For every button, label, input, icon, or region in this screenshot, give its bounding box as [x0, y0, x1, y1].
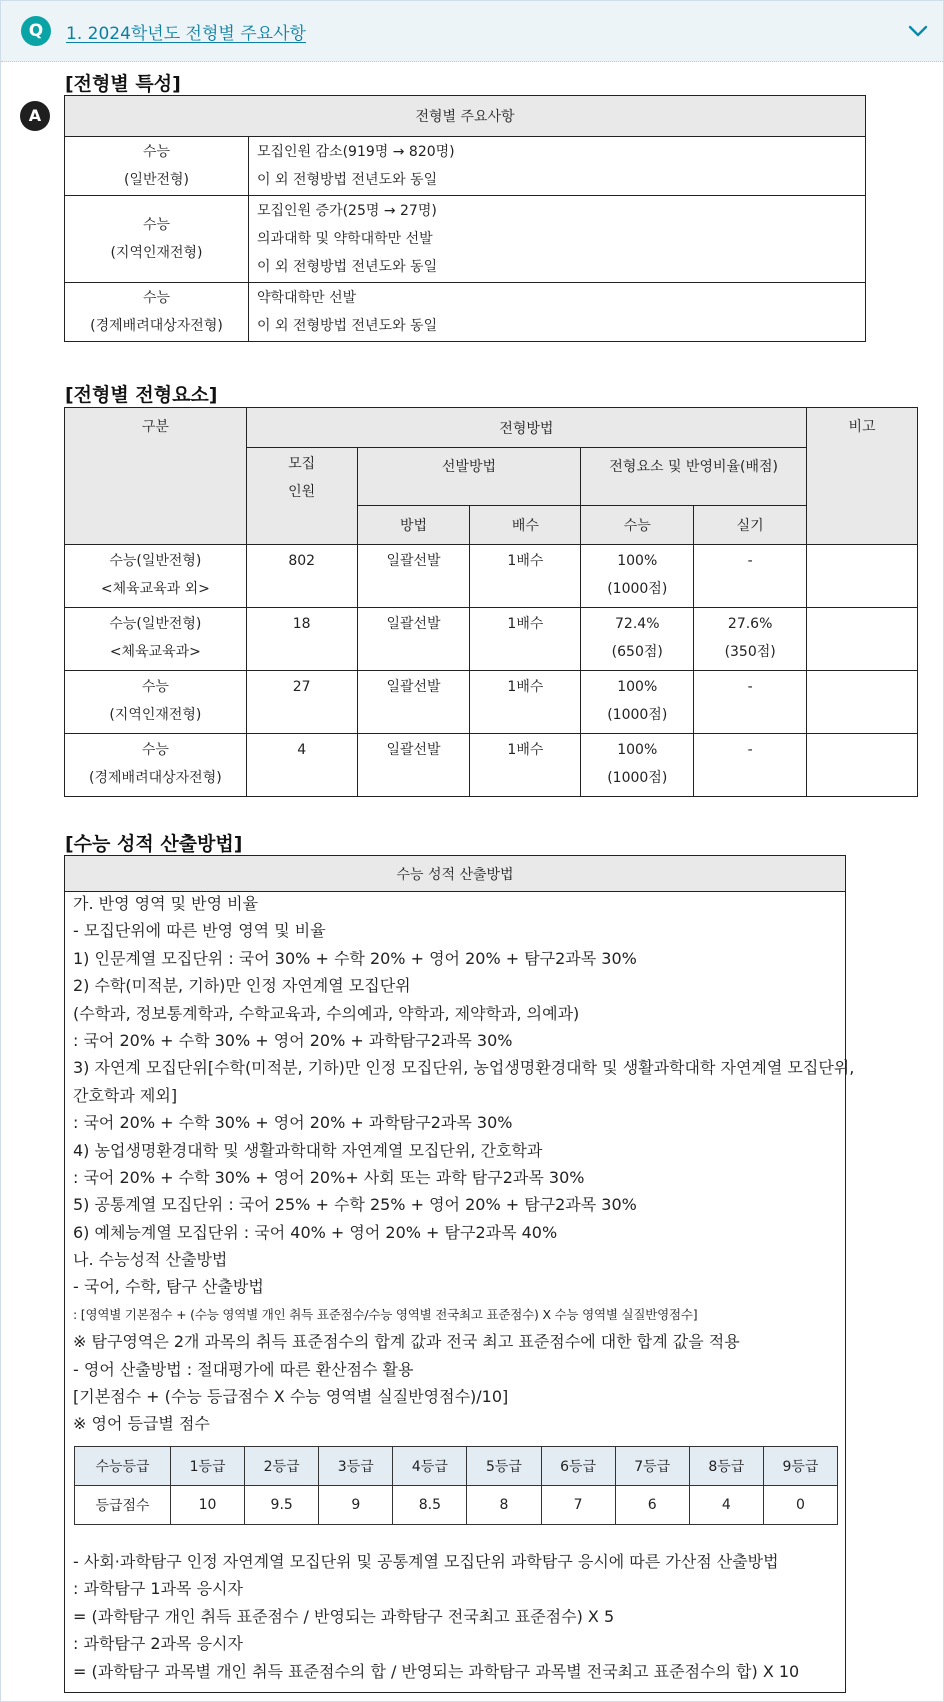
selection-way-value: 일괄선발: [386, 616, 441, 632]
selection-multiple-value: 1배수: [507, 553, 544, 569]
calculation-body: [64, 890, 855, 1693]
calc-line: [기본점수 + (수능 등급점수 X 수능 영역별 실질반영점수)/10]: [73, 1387, 509, 1407]
question-bar[interactable]: [1, 1, 943, 62]
selection-way: [357, 734, 470, 797]
selection-multiple-value: 1배수: [507, 616, 544, 632]
calc-line: : 과학탐구 2과목 응시자: [73, 1634, 243, 1654]
detail-line: 이 외 전형방법 전년도와 동일: [257, 318, 438, 334]
table-title: 수능 성적 산출방법: [65, 856, 846, 892]
header-selection: 선발방법: [357, 448, 581, 506]
header-recruit: [246, 448, 357, 545]
row-name-line: (경제배려대상자전형): [89, 770, 222, 786]
table-row: [65, 545, 918, 608]
note-cell: [807, 545, 918, 608]
row-name-line: 수능: [141, 679, 169, 695]
calc-line: : 국어 20% + 수학 30% + 영어 20%+ 사회 또는 과학 탐구2과목 30%: [73, 1167, 585, 1187]
calculation-lines: [73, 890, 855, 1438]
detail-line: 약학대학만 선발: [257, 290, 357, 306]
section-heading-characteristics: [전형별 특성]: [65, 73, 181, 95]
row-name: [65, 608, 247, 671]
score-cell: 10: [171, 1486, 245, 1525]
practical-ratio-line: -: [747, 553, 753, 569]
calc-line: (수학과, 정보통계학과, 수학교육과, 수의예과, 약학과, 제약학과, 의예과): [73, 1003, 580, 1023]
table-row: [65, 137, 866, 196]
selection-way-value: 일괄선발: [386, 679, 441, 695]
grade-cell: 2등급: [245, 1447, 319, 1486]
elements-table: [64, 407, 918, 797]
score-cell: 7: [541, 1486, 615, 1525]
calc-line: - 모집단위에 따른 반영 영역 및 비율: [73, 921, 326, 941]
score-cell: 9.5: [245, 1486, 319, 1525]
calc-line: 나. 수능성적 산출방법: [73, 1250, 228, 1270]
calc-line: 6) 예체능계열 모집단위 : 국어 40% + 영어 20% + 탐구2과목 40%: [73, 1222, 558, 1242]
score-cell: 8.5: [393, 1486, 467, 1525]
selection-way-value: 일괄선발: [386, 553, 441, 569]
row-name-line: 수능: [141, 742, 169, 758]
detail-line: 모집인원 감소(919명 → 820명): [257, 144, 455, 160]
calculation-title-table: [64, 855, 846, 892]
suneung-ratio: [581, 734, 694, 797]
type-name: [65, 196, 249, 283]
table-row: [65, 196, 866, 283]
selection-way-value: 일괄선발: [386, 742, 441, 758]
section-heading-calculation: [수능 성적 산출방법]: [65, 833, 243, 855]
grade-cell: 4등급: [393, 1447, 467, 1486]
recruit-count-value: 27: [292, 679, 311, 695]
type-details: [249, 196, 866, 283]
detail-line: 모집인원 증가(25명 → 27명): [257, 203, 437, 219]
suneung-ratio-line: 72.4%: [615, 616, 660, 632]
header-elements: 전형요소 및 반영비율(배점): [581, 448, 807, 506]
answer-badge: A: [20, 101, 50, 131]
table-row: [65, 608, 918, 671]
header-recruit-line: 인원: [288, 484, 316, 500]
chevron-down-icon[interactable]: [907, 21, 929, 41]
characteristics-table: [64, 95, 866, 342]
note-cell: [807, 671, 918, 734]
suneung-ratio-line: (1000점): [607, 707, 668, 723]
type-details: [249, 283, 866, 342]
type-name-line: (일반전형): [123, 172, 190, 188]
grade-row-label: 수능등급: [75, 1447, 171, 1486]
suneung-ratio-line: (650점): [611, 644, 663, 660]
calc-line: 4) 농업생명환경대학 및 생활과학대학 자연계열 모집단위, 간호학과: [73, 1140, 543, 1160]
row-name-line: <체육교육과 외>: [100, 581, 210, 597]
header-suneung: 수능: [581, 506, 694, 545]
calc-line: 간호학과 제외]: [73, 1085, 178, 1105]
type-name: [65, 137, 249, 196]
row-name-line: 수능(일반전형): [109, 616, 202, 632]
recruit-count-value: 4: [297, 742, 307, 758]
calc-line: : [영역별 기본점수 + (수능 영역별 개인 취득 표준점수/수능 영역별 전국최고 표준점수) X 수능 영역별 실질반영점수]: [73, 1306, 698, 1322]
practical-ratio: [694, 671, 807, 734]
practical-ratio-line: (350점): [724, 644, 776, 660]
calc-line: - 국어, 수학, 탐구 산출방법: [73, 1277, 264, 1297]
grade-row: [75, 1447, 838, 1486]
table-row: [65, 734, 918, 797]
suneung-ratio-line: (1000점): [607, 770, 668, 786]
type-name-line: (지역인재전형): [110, 245, 203, 261]
type-name-line: 수능: [142, 290, 171, 306]
type-details: [249, 137, 866, 196]
calc-line: 2) 수학(미적분, 기하)만 인정 자연계열 모집단위: [73, 976, 411, 996]
practical-ratio-line: -: [747, 742, 753, 758]
type-name-line: (경제배려대상자전형): [90, 318, 223, 334]
row-name: [65, 734, 247, 797]
calc-line: 3) 자연계 모집단위[수학(미적분, 기하)만 인정 모집단위, 농업생명환경대학 및 생활과학대학 자연계열 모집단위,: [73, 1058, 855, 1078]
selection-way: [357, 608, 470, 671]
recruit-count-value: 18: [292, 616, 311, 632]
practical-ratio-line: -: [747, 679, 753, 695]
row-name-line: 수능(일반전형): [109, 553, 202, 569]
calc-line: 5) 공통계열 모집단위 : 국어 25% + 수학 25% + 영어 20% + 탐구2과목 30%: [73, 1195, 637, 1215]
calc-line: ※ 탐구영역은 2개 과목의 취득 표준점수의 합계 값과 전국 최고 표준점수에 대한 합계 값을 적용: [73, 1332, 740, 1352]
suneung-ratio: [581, 671, 694, 734]
selection-multiple: [470, 608, 581, 671]
selection-multiple: [470, 671, 581, 734]
header-multiple: 배수: [470, 506, 581, 545]
calc-line: 가. 반영 영역 및 반영 비율: [73, 894, 259, 913]
calc-line: ※ 영어 등급별 점수: [73, 1414, 210, 1434]
row-name: [65, 671, 247, 734]
recruit-count: [246, 671, 357, 734]
score-cell: 6: [615, 1486, 689, 1525]
selection-multiple-value: 1배수: [507, 742, 544, 758]
header-recruit-line: 모집: [288, 456, 316, 472]
suneung-ratio-line: 100%: [617, 553, 658, 569]
recruit-count-value: 802: [288, 553, 316, 569]
suneung-ratio: [581, 608, 694, 671]
grade-cell: 5등급: [467, 1447, 541, 1486]
english-grade-table: [74, 1446, 838, 1525]
type-name-line: 수능: [142, 217, 171, 233]
calculation-lines-additional: [73, 1548, 841, 1685]
score-row: [75, 1486, 838, 1525]
selection-way: [357, 671, 470, 734]
type-name: [65, 283, 249, 342]
suneung-ratio-line: 100%: [617, 742, 658, 758]
selection-multiple: [470, 545, 581, 608]
calc-line: = (과학탐구 개인 취득 표준점수 / 반영되는 과학탐구 전국최고 표준점수) X 5: [73, 1606, 615, 1626]
grade-cell: 1등급: [171, 1447, 245, 1486]
grade-cell: 6등급: [541, 1447, 615, 1486]
practical-ratio: [694, 545, 807, 608]
table-row: [65, 283, 866, 342]
recruit-count: [246, 545, 357, 608]
score-cell: 0: [763, 1486, 837, 1525]
table-row: [65, 671, 918, 734]
score-cell: 9: [319, 1486, 393, 1525]
selection-way: [357, 545, 470, 608]
suneung-ratio-line: (1000점): [607, 581, 668, 597]
practical-ratio-line: 27.6%: [727, 616, 773, 632]
selection-multiple-value: 1배수: [507, 679, 544, 695]
calc-line: = (과학탐구 과목별 개인 취득 표준점수의 합 / 반영되는 과학탐구 과목별 전국최고 표준점수의 합) X 10: [73, 1661, 800, 1681]
score-cell: 4: [689, 1486, 763, 1525]
grade-cell: 3등급: [319, 1447, 393, 1486]
recruit-count: [246, 734, 357, 797]
header-way: 방법: [357, 506, 470, 545]
header-practical: 실기: [694, 506, 807, 545]
grade-cell: 8등급: [689, 1447, 763, 1486]
note-cell: [807, 608, 918, 671]
grade-cell: 7등급: [615, 1447, 689, 1486]
calc-line: : 국어 20% + 수학 30% + 영어 20% + 과학탐구2과목 30%: [73, 1030, 513, 1050]
question-title[interactable]: 1. 2024학년도 전형별 주요사항: [66, 24, 306, 44]
calc-line: - 영어 산출방법 : 절대평가에 따른 환산점수 활용: [73, 1359, 414, 1379]
detail-line: 이 외 전형방법 전년도와 동일: [257, 172, 438, 188]
suneung-ratio-line: 100%: [617, 679, 658, 695]
header-method: 전형방법: [246, 408, 806, 448]
section-heading-elements: [전형별 전형요소]: [65, 384, 218, 406]
question-badge: Q: [21, 16, 51, 46]
score-row-label: 등급점수: [75, 1486, 171, 1525]
note-cell: [807, 734, 918, 797]
type-name-line: 수능: [142, 144, 171, 160]
header-note: 비고: [807, 408, 918, 545]
row-name: [65, 545, 247, 608]
row-name-line: (지역인재전형): [109, 707, 202, 723]
detail-line: 의과대학 및 약학대학만 선발: [257, 231, 433, 247]
score-cell: 8: [467, 1486, 541, 1525]
calc-line: : 국어 20% + 수학 30% + 영어 20% + 과학탐구2과목 30%: [73, 1113, 513, 1133]
suneung-ratio: [581, 545, 694, 608]
selection-multiple: [470, 734, 581, 797]
practical-ratio: [694, 734, 807, 797]
row-name-line: <체육교육과>: [109, 644, 201, 660]
header-gubun: 구분: [65, 408, 247, 545]
calc-line: 1) 인문계열 모집단위 : 국어 30% + 수학 20% + 영어 20% + 탐구2과목 30%: [73, 948, 637, 968]
grade-cell: 9등급: [763, 1447, 837, 1486]
calc-line: - 사회·과학탐구 인정 자연계열 모집단위 및 공통계열 모집단위 과학탐구 응시에 따른 가산점 산출방법: [73, 1552, 779, 1571]
recruit-count: [246, 608, 357, 671]
detail-line: 이 외 전형방법 전년도와 동일: [257, 259, 438, 275]
calc-line: : 과학탐구 1과목 응시자: [73, 1579, 243, 1599]
table-title: 전형별 주요사항: [65, 96, 866, 137]
practical-ratio: [694, 608, 807, 671]
